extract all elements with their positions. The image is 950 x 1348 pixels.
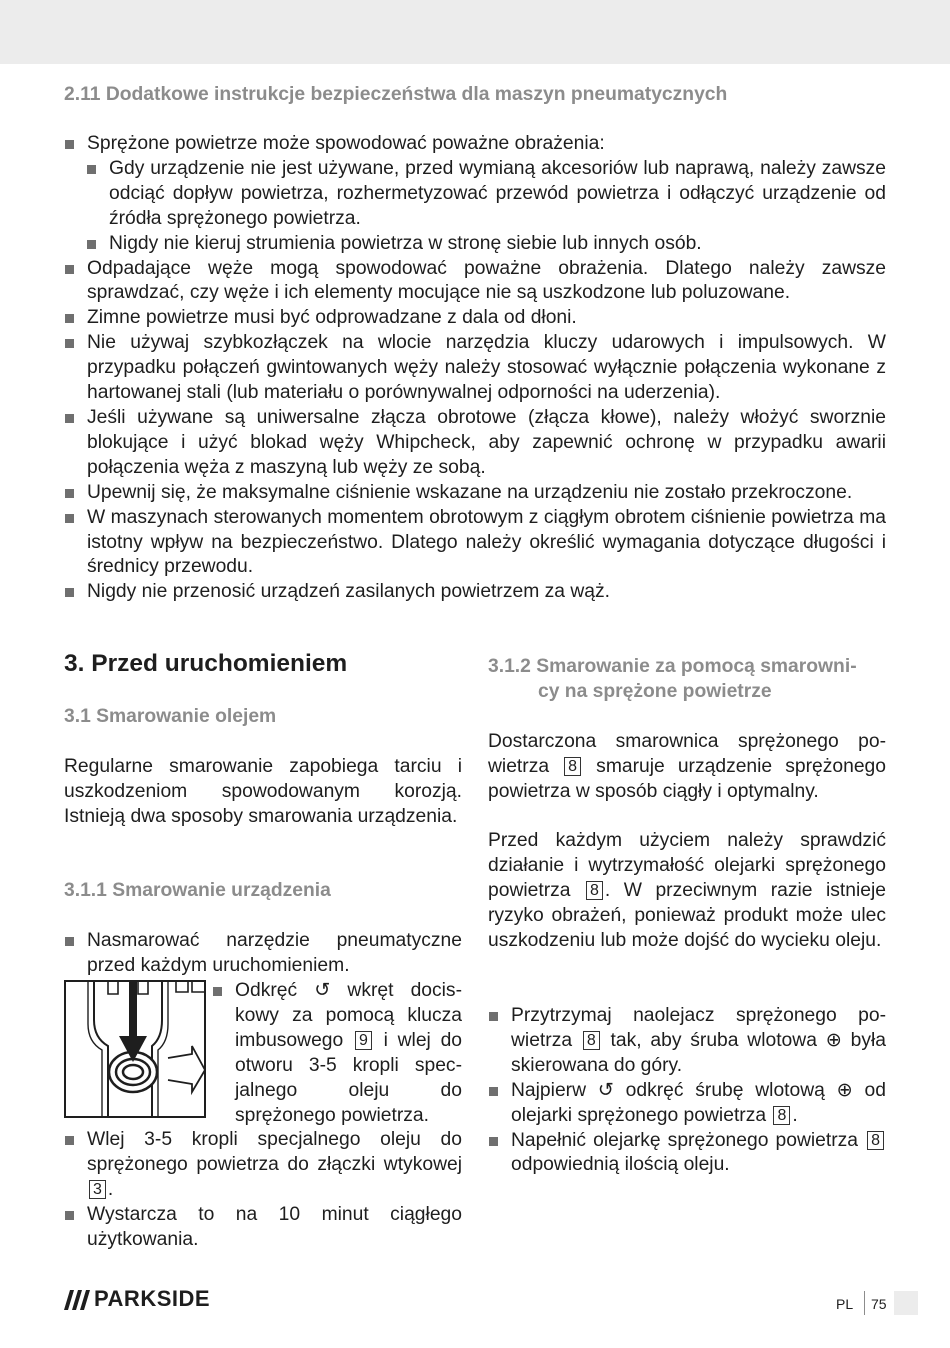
list-item: Sprężone powietrze może spowodować poważne obrażenia: [64, 132, 886, 157]
footer-divider [864, 1291, 865, 1315]
footer-page-number: 75 [871, 1296, 887, 1312]
list-item [488, 1004, 886, 1079]
instruction-text: tak, aby śruba wlotowa ⊕ była skierowana do góry. [511, 1029, 887, 1076]
list-item: Nie używaj szybkozłączek na wlocie narzędzia kluczy udarowych i impulsowych. W przypadku połączeń gwintowanych węży należy stosować wyłącznie połączenia wykonane z hartowanej stali (lub materiału o porównywalnej odporności na uderzenia). [64, 331, 886, 406]
list-item: Zimne powietrze musi być odprowadzane z dala od dłoni. [64, 306, 886, 331]
paragraph-text: Dostarczona smarownica sprężonego powietrza [488, 731, 886, 777]
paragraph-text: Przed każdym użyciem należy sprawdzić działanie i wytrzymałość olejarki sprężonego powietrza [488, 830, 886, 901]
section-311-list-side [212, 979, 462, 1128]
instruction-text: Napełnić olejarkę sprężonego powietrza [511, 1129, 859, 1151]
part-ref-badge: 8 [583, 1031, 600, 1050]
section-312-paragraph-1 [488, 730, 886, 805]
top-band [0, 0, 950, 64]
part-ref-badge: 8 [586, 881, 603, 900]
instruction-text: odpowiednią ilością oleju. [511, 1154, 730, 1176]
part-ref-badge: 8 [773, 1106, 790, 1125]
list-item: Odpadające węże mogą spowodować poważne obrażenia. Dlatego należy zawsze sprawdzać, czy węże i ich elementy mocujące nie są uszkodzone lub poluzowane. [64, 257, 886, 307]
list-item: Jeśli używane są uniwersalne złącza obrotowe (złącza kłowe), należy włożyć sworznie blokujące i użyć blokad węży Whipcheck, aby zapewnić ochronę w przypadku awarii połączenia węża z maszyną lub węży ze sobą. [64, 406, 886, 481]
section-211-list [64, 132, 886, 605]
brand-logo-text: PARKSIDE [94, 1286, 211, 1311]
list-item [488, 1079, 886, 1129]
oiling-illustration [64, 980, 206, 1118]
list-item: Upewnij się, że maksymalne ciśnienie wskazane na urządzeniu nie zostało przekroczone. [64, 481, 886, 506]
part-ref-badge: 8 [564, 757, 581, 776]
instruction-text: . [792, 1104, 798, 1126]
oiling-diagram [64, 980, 206, 1118]
list-item [488, 1129, 886, 1179]
list-item: Nigdy nie przenosić urządzeń zasilanych powietrzem za wąż. [64, 580, 886, 605]
footer-tab-marker [894, 1291, 918, 1315]
section-312-paragraph-2 [488, 829, 886, 954]
instruction-text: i wlej do otworu 3-5 kropli specjalnego oleju do sprężonego powietrza. [235, 1029, 463, 1126]
list-item: W maszynach sterowanych momentem obrotowym z ciągłym obrotem ciśnienie powietrza ma istotny wpływ na bezpieczeństwo. Dlatego należy określić wymagania dotyczące długości i średnicy przewodu. [64, 506, 886, 581]
paragraph-text: smaruje urządzenie sprężonego powietrza w sposób ciągły i optymalny. [488, 755, 887, 802]
list-item [212, 979, 462, 1128]
section-211-title: 2.11 Dodatkowe instrukcje bezpieczeństwa dla maszyn pneumatycznych [64, 84, 728, 105]
list-item: Wystarcza to na 10 minut ciągłego użytkowania. [64, 1203, 462, 1253]
section-311-list-top [64, 929, 462, 979]
part-ref-badge: 8 [867, 1131, 884, 1150]
instruction-text: Odkręć ↺ wkręt dociskowy za pomocą klucza imbusowego [235, 980, 462, 1051]
instruction-text: Wlej 3-5 kropli specjalnego oleju do sprężonego powietrza do złączki wtykowej [87, 1129, 462, 1175]
list-subitem: Nigdy nie kieruj strumienia powietrza w stronę siebie lub innych osób. [64, 232, 886, 257]
instruction-text: Najpierw ↺ odkręć śrubę wlotową ⊕ od olejarki sprężonego powietrza [511, 1079, 886, 1126]
part-ref-badge: 3 [89, 1180, 106, 1199]
footer-lang: PL [836, 1296, 854, 1312]
section-3-title: 3. Przed uruchomieniem [64, 650, 348, 677]
instruction-text: . [107, 1178, 114, 1200]
section-311-list-bottom [64, 1128, 462, 1253]
section-312-list [488, 1004, 886, 1178]
section-31-text: Regularne smarowanie zapobiega tarciu i uszkodzeniom spowodowanym korozją. Istnieją dwa sposoby smarowania urządzenia. [64, 756, 462, 827]
section-311-title: 3.1.1 Smarowanie urządzenia [64, 880, 331, 901]
list-subitem: Gdy urządzenie nie jest używane, przed wymianą akcesoriów lub naprawą, należy zawsze odciąć dopływ powietrza, rozhermetyzować przewód powietrza i odłączyć urządzenie od źródła sprężonego powietrza. [64, 157, 886, 232]
list-item [64, 1128, 462, 1203]
list-item: Nasmarować narzędzie pneumatyczne przed każdym uruchomieniem. [64, 929, 462, 979]
part-ref-badge: 9 [355, 1031, 372, 1050]
paragraph-text: . W przeciwnym razie istnieje ryzyko obrażeń, ponieważ produkt może ulec uszkodzeniu lub może dojść do wycieku oleju. [488, 879, 886, 951]
section-312-title-line1: 3.1.2 Smarowanie za pomocą smarowni- [488, 656, 857, 677]
parkside-slashes-icon [64, 1289, 90, 1311]
section-312-title-line2: cy na sprężone powietrze [538, 681, 772, 702]
instruction-text: Przytrzymaj naolejacz sprężonego powietrza [511, 1005, 886, 1051]
section-31-title: 3.1 Smarowanie olejem [64, 706, 277, 727]
